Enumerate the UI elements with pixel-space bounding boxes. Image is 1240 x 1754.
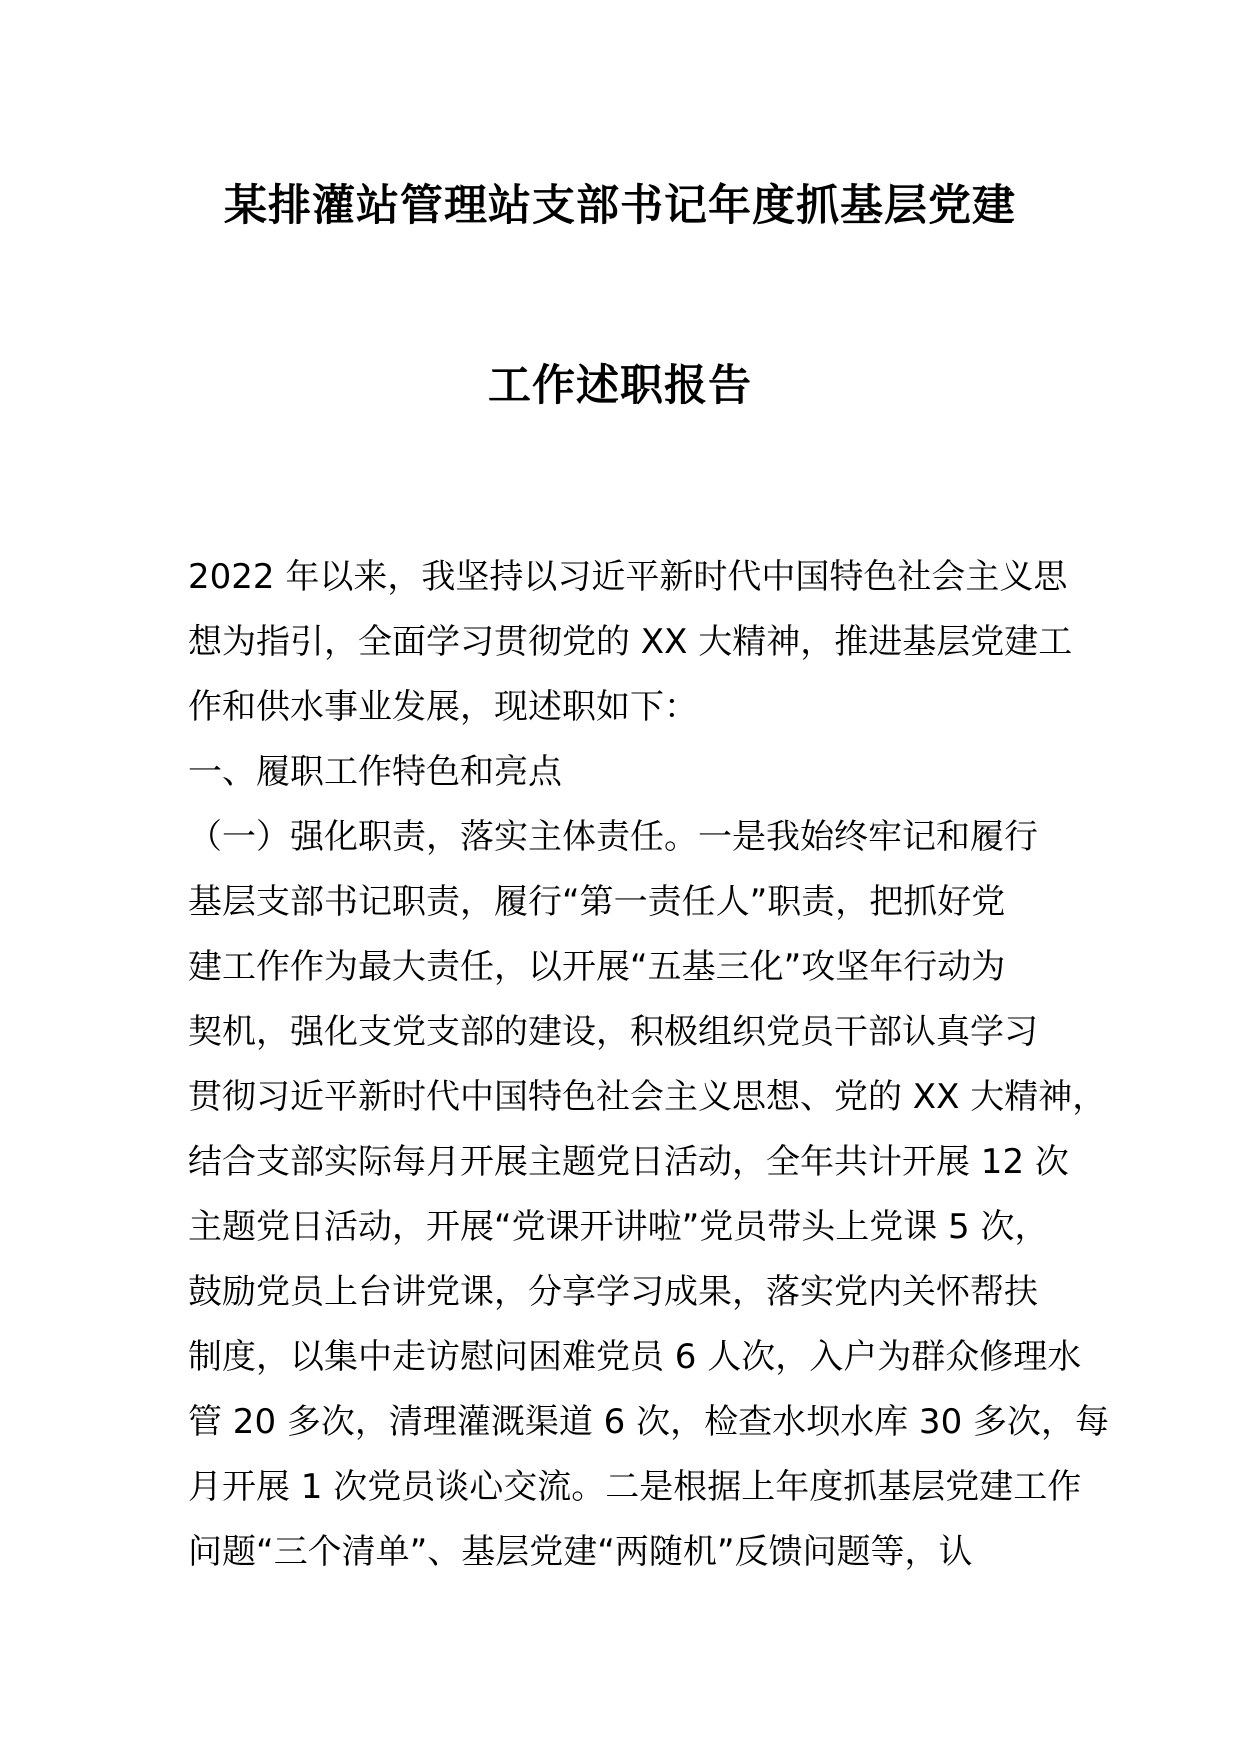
body-line: 2022 年以来，我坚持以习近平新时代中国特色社会主义思	[188, 557, 1068, 597]
body-line: 结合支部实际每月开展主题党日活动，全年共计开展 12 次	[188, 1142, 1069, 1182]
document-title-line-2: 工作述职报告	[488, 361, 752, 411]
body-line: 契机，强化支党支部的建设，积极组织党员干部认真学习	[188, 1012, 1038, 1052]
body-line: 月开展 1 次党员谈心交流。二是根据上年度抓基层党建工作	[188, 1467, 1082, 1507]
body-line: 基层支部书记职责，履行“第一责任人”职责，把抓好党	[188, 882, 1006, 922]
document-title-line-1: 某排灌站管理站支部书记年度抓基层党建	[224, 181, 1016, 231]
body-line: 主题党日活动，开展“党课开讲啦”党员带头上党课 5 次，	[188, 1207, 1049, 1247]
body-line: （一）强化职责，落实主体责任。一是我始终牢记和履行	[188, 817, 1038, 857]
body-line: 建工作作为最大责任，以开展“五基三化”攻坚年行动为	[188, 947, 1006, 987]
body-line: 制度，以集中走访慰问困难党员 6 人次，入户为群众修理水	[188, 1337, 1082, 1377]
body-line: 鼓励党员上台讲党课，分享学习成果，落实党内关怀帮扶	[188, 1272, 1038, 1312]
body-line: 问题“三个清单”、基层党建“两随机”反馈问题等，认	[188, 1532, 973, 1572]
section-heading: 一、履职工作特色和亮点	[188, 752, 562, 792]
body-line: 作和供水事业发展，现述职如下：	[188, 687, 698, 727]
body-line: 管 20 多次，清理灌溉渠道 6 次，检查水坝水库 30 多次，每	[188, 1402, 1110, 1442]
body-line: 贯彻习近平新时代中国特色社会主义思想、党的 XX 大精神，	[188, 1077, 1107, 1117]
body-line: 想为指引，全面学习贯彻党的 XX 大精神，推进基层党建工	[188, 622, 1073, 662]
document-body	[188, 545, 1108, 1585]
